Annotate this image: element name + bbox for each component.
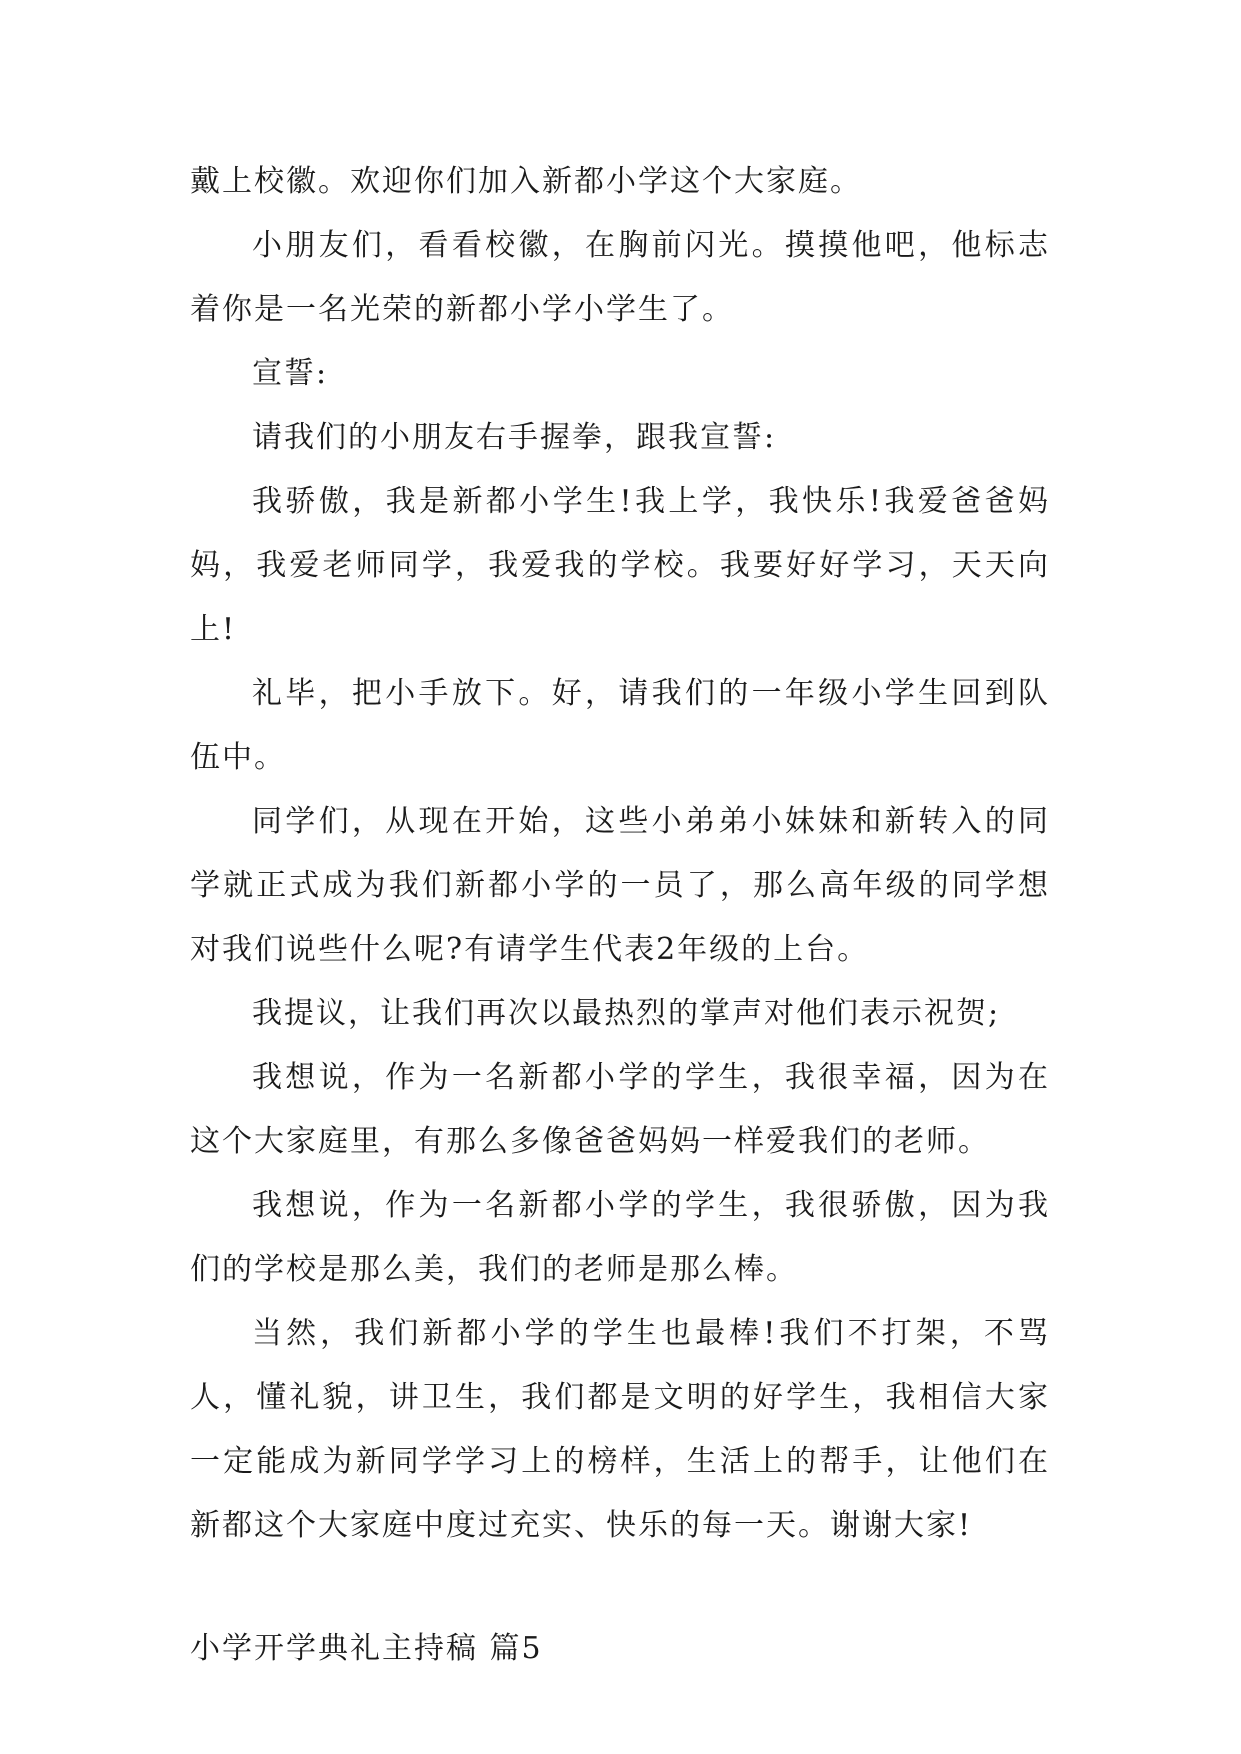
paragraph-oath-intro: 请我们的小朋友右手握拳，跟我宣誓: — [252, 420, 777, 455]
paragraph-student-rep: 同学们，从现在开始，这些小弟弟小妹妹和新转入的同学就正式成为我们新都小学的一员了，那么高年级的同学想对我们说些什么呢?有请学生代表2年级的上台。 — [190, 804, 1050, 967]
section-heading: 小学开学典礼主持稿 篇5 — [190, 1631, 543, 1666]
paragraph-oath-text: 我骄傲，我是新都小学生!我上学，我快乐!我爱爸爸妈妈，我爱老师同学，我爱我的学校。我要好好学习，天天向上! — [190, 484, 1050, 647]
paragraph-applause: 我提议，让我们再次以最热烈的掌声对他们表示祝贺; — [252, 996, 1001, 1031]
paragraph-continued: 戴上校徽。欢迎你们加入新都小学这个大家庭。 — [190, 164, 862, 199]
document-page — [190, 150, 1050, 1681]
paragraph-badge: 小朋友们，看看校徽，在胸前闪光。摸摸他吧，他标志着你是一名光荣的新都小学小学生了。 — [190, 228, 1050, 327]
paragraph-happy: 我想说，作为一名新都小学的学生，我很幸福，因为在这个大家庭里，有那么多像爸爸妈妈一样爱我们的老师。 — [190, 1060, 1050, 1159]
paragraph-closing: 当然，我们新都小学的学生也最棒!我们不打架，不骂人，懂礼貌，讲卫生，我们都是文明的好学生，我相信大家一定能成为新同学学习上的榜样，生活上的帮手，让他们在新都这个大家庭中度过充实、快乐的每一天。谢谢大家! — [190, 1316, 1050, 1543]
paragraph-ceremony-end: 礼毕，把小手放下。好，请我们的一年级小学生回到队伍中。 — [190, 676, 1050, 775]
paragraph-proud: 我想说，作为一名新都小学的学生，我很骄傲，因为我们的学校是那么美，我们的老师是那么棒。 — [190, 1188, 1050, 1287]
paragraph-oath-label: 宣誓: — [252, 356, 329, 391]
